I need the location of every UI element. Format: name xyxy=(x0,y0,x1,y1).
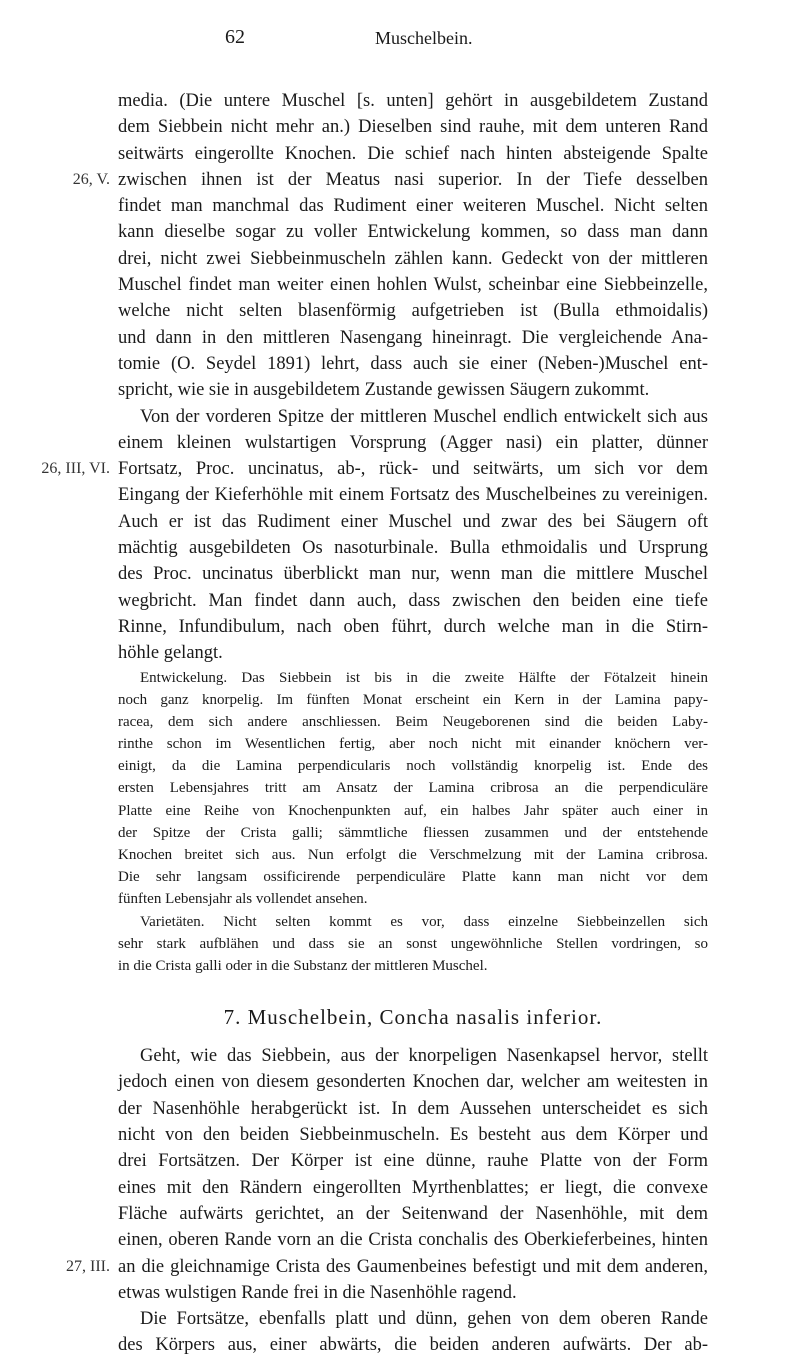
text-line: kann dieselbe sogar zu voller Entwickelung kommen, so dass man dann xyxy=(118,222,708,243)
text-line: etwas wulstigen Rande frei in die Nasenhöhle ragend. xyxy=(118,1282,517,1303)
text-line: seitwärts eingerollte Knochen. Die schief nach hinten absteigende Spalte xyxy=(118,143,708,164)
text-line xyxy=(41,456,708,482)
text-line: Rinne, Infundibulum, nach oben führt, durch welche man in die Stirn- xyxy=(118,616,708,637)
text-line: einen, oberen Rande vorn an die Crista conchalis des Oberkieferbeines, hinten xyxy=(118,1230,708,1251)
text-line: Eingang der Kieferhöhle mit einem Fortsatz des Muschelbeines zu vereinigen. xyxy=(118,485,708,506)
main-text xyxy=(41,88,708,1359)
text-line: des Proc. uncinatus überblickt man nur, wenn man die mittlere Muschel xyxy=(118,564,708,585)
text-line: höhle gelangt. xyxy=(118,643,223,664)
text-line: Die Fortsätze, ebenfalls platt und dünn, gehen von dem oberen Rande xyxy=(140,1309,708,1330)
text-line: drei, nicht zwei Siebbeinmuscheln zählen kann. Gedeckt von der mittleren xyxy=(118,248,708,269)
small-text-line: der Spitze der Crista galli; sämmtliche fliessen zusammen und der entstehende xyxy=(118,824,708,841)
text-line: und dann in den mittleren Nasengang hineinragt. Die vergleichende Ana- xyxy=(118,327,708,348)
text-line: des Körpers aus, einer abwärts, die beiden anderen aufwärts. Der ab- xyxy=(118,1335,708,1356)
text-line: findet man manchmal das Rudiment einer weiteren Muschel. Nicht selten xyxy=(118,196,708,217)
text-line: eines mit den Rändern eingerollten Myrthenblattes; er liegt, die convexe xyxy=(118,1177,708,1198)
small-text-line: sehr stark aufblähen und dass sie an sonst ungewöhnliche Stellen vordringen, so xyxy=(118,935,708,952)
text-line: Fläche aufwärts gerichtet, an der Seitenwand der Nasenhöhle, mit dem xyxy=(118,1203,708,1224)
paragraph-2 xyxy=(41,404,708,667)
small-text-line: Platte eine Reihe von Knochenpunkten auf, ein halbes Jahr später auch einer in xyxy=(118,802,708,819)
margin-note: 26, III, VI. xyxy=(41,460,110,478)
text-line: der Nasenhöhle herabgerückt ist. In dem Aussehen unterscheidet es sich xyxy=(118,1098,708,1119)
section-heading: 7. Muschelbein, Concha nasalis inferior. xyxy=(223,1005,603,1030)
text-line: Muschel findet man weiter einen hohlen Wulst, scheinbar eine Siebbeinzelle, xyxy=(118,275,708,296)
small-text-line: Varietäten. Nicht selten kommt es vor, dass einzelne Siebbeinzellen sich xyxy=(140,913,708,930)
text-line: Von der vorderen Spitze der mittleren Muschel endlich entwickelt sich aus xyxy=(140,406,708,427)
small-text-line: in die Crista galli oder in die Substanz der mittleren Muschel. xyxy=(118,957,488,974)
paragraph-1 xyxy=(72,88,708,404)
text-line: nicht von den beiden Siebbeinmuscheln. Es besteht aus dem Körper und xyxy=(118,1125,708,1146)
small-text-line: einigt, da die Lamina perpendicularis noch vollständig knorpelig ist. Ende des xyxy=(118,758,708,775)
text-line: einem kleinen wulstartigen Vorsprung (Agger nasi) ein platter, dünner xyxy=(118,432,708,453)
margin-note: 26, V. xyxy=(72,170,110,188)
small-text-line: racea, dem sich andere anschliessen. Beim Neugeborenen sind die beiden Laby- xyxy=(118,713,708,730)
varieties-note xyxy=(118,911,708,978)
paragraph-4 xyxy=(118,1306,708,1359)
text-line-content: an die gleichnamige Crista des Gaumenbeines befestigt und mit dem anderen, xyxy=(118,1256,708,1277)
text-line-content: Fortsatz, Proc. uncinatus, ab-, rück- und seitwärts, um sich vor dem xyxy=(118,459,708,480)
small-text-line: ersten Lebensjahres tritt am Ansatz der Lamina cribrosa an die perpendiculäre xyxy=(118,780,708,797)
small-text-line: Knochen breitet sich aus. Nun erfolgt die Verschmelzung mit der Lamina cribrosa. xyxy=(118,847,708,864)
text-line: jedoch einen von diesem gesonderten Knochen dar, welcher am weitesten in xyxy=(118,1072,708,1093)
text-line: tomie (O. Seydel 1891) lehrt, dass auch sie einer (Neben-)Muschel ent- xyxy=(118,353,708,374)
small-text-line: Die sehr langsam ossificirende perpendiculäre Platte kann man nicht vor dem xyxy=(118,869,708,886)
development-note xyxy=(118,667,708,911)
running-title: Muschelbein. xyxy=(375,28,473,48)
text-line: mächtig ausgebildeten Os nasoturbinale. Bulla ethmoidalis und Ursprung xyxy=(118,538,708,559)
text-line: drei Fortsätzen. Der Körper ist eine dünne, rauhe Platte von der Form xyxy=(118,1151,708,1172)
text-line: media. (Die untere Muschel [s. unten] gehört in ausgebildetem Zustand xyxy=(118,91,708,111)
small-text-line: fünften Lebensjahr als vollendet ansehen. xyxy=(118,891,368,908)
text-line xyxy=(66,1254,708,1280)
text-line: Geht, wie das Siebbein, aus der knorpeligen Nasenkapsel hervor, stellt xyxy=(140,1046,708,1067)
text-line: Auch er ist das Rudiment einer Muschel und zwar des bei Säugern oft xyxy=(118,511,708,532)
margin-note: 27, III. xyxy=(66,1257,110,1275)
small-text-line: rinthe schon im Wesentlichen fertig, aber noch nicht mit einander knöchern ver- xyxy=(118,736,708,753)
text-line: welche nicht selten blasenförmig aufgetrieben ist (Bulla ethmoidalis) xyxy=(118,301,708,322)
page-number: 62 xyxy=(225,26,245,48)
page-header xyxy=(0,26,800,54)
text-line xyxy=(72,167,708,193)
small-text-line: noch ganz knorpelig. Im fünften Monat erscheint ein Kern in der Lamina papy- xyxy=(118,691,708,708)
paragraph-3 xyxy=(66,1043,708,1306)
text-line-content: zwischen ihnen ist der Meatus nasi superior. In der Tiefe desselben xyxy=(118,169,708,190)
small-text-line: Entwickelung. Das Siebbein ist bis in die zweite Hälfte der Fötalzeit hinein xyxy=(140,669,708,686)
text-line: dem Siebbein nicht mehr an.) Dieselben sind rauhe, mit dem unteren Rand xyxy=(118,117,708,138)
text-line: spricht, wie sie in ausgebildetem Zustande gewissen Säugern zukommt. xyxy=(118,380,650,401)
text-line: wegbricht. Man findet dann auch, dass zwischen den beiden eine tiefe xyxy=(118,590,708,611)
